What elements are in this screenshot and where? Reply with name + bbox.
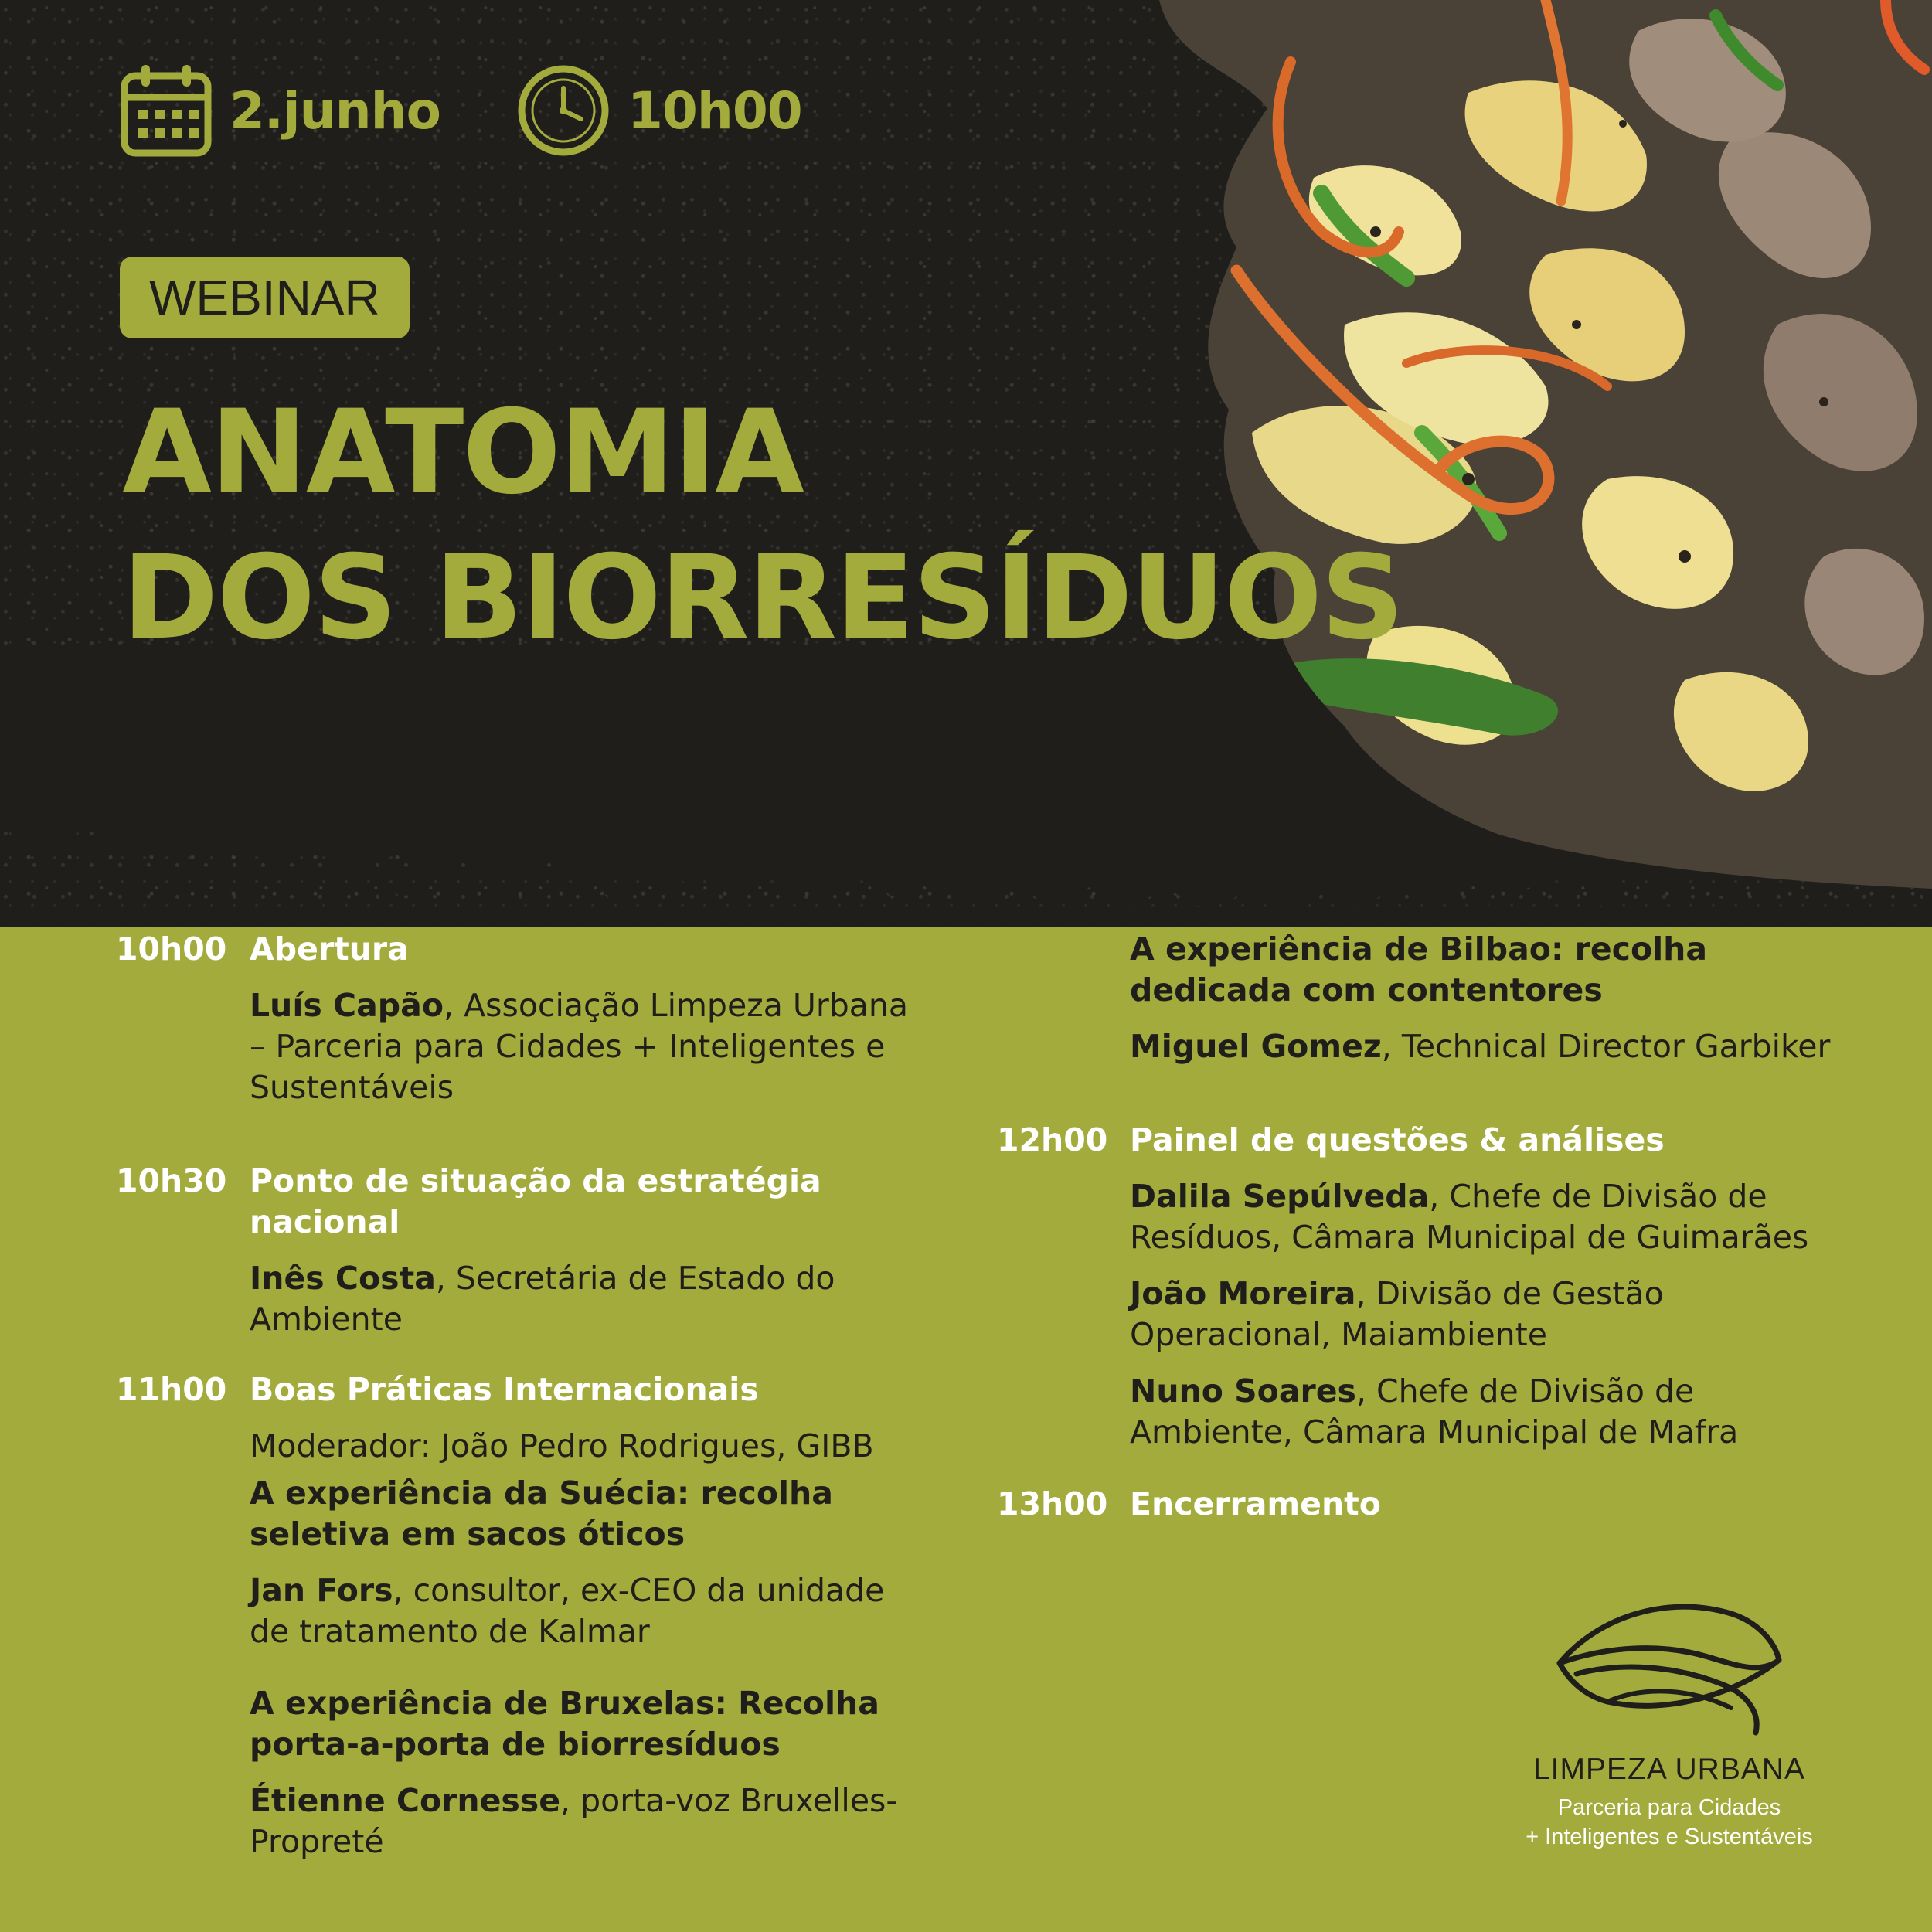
slot-time-empty — [997, 929, 1130, 1067]
speaker-name: Inês Costa — [250, 1260, 436, 1297]
speaker — [1130, 1274, 1832, 1355]
speaker-name: João Moreira — [1130, 1275, 1356, 1312]
speaker-role: , Divisão de Gestão Operacional, Maiambiente — [1130, 1275, 1664, 1353]
speaker-name: Miguel Gomez — [1130, 1028, 1382, 1065]
event-date — [120, 63, 440, 158]
speaker — [250, 985, 920, 1108]
speaker-name: Luís Capão — [250, 987, 444, 1024]
speaker-role: , Technical Director Garbiker — [1381, 1028, 1831, 1065]
program-slot — [997, 1120, 1832, 1453]
logo-tagline — [1507, 1793, 1832, 1852]
speaker-role: , porta-voz Bruxelles-Propreté — [250, 1782, 898, 1860]
speaker-name: Dalila Sepúlveda — [1130, 1178, 1430, 1215]
program-slot — [997, 1484, 1832, 1525]
speaker — [250, 1258, 920, 1340]
slot-body — [250, 929, 920, 1108]
slot-body — [1130, 1120, 1832, 1453]
logo-tagline-line-1: Parceria para Cidades — [1557, 1795, 1781, 1820]
title-line-2: DOS BIORRESÍDUOS — [122, 531, 1403, 665]
page-title — [122, 380, 1403, 671]
slot-time: 12h00 — [997, 1121, 1108, 1158]
calendar-icon — [120, 63, 213, 158]
webinar-badge: WEBINAR — [120, 257, 410, 338]
program-slot — [116, 1161, 920, 1340]
event-time — [516, 63, 802, 158]
slot-heading: Abertura — [250, 930, 409, 968]
slot-time: 13h00 — [997, 1485, 1108, 1522]
event-date-text: 2.junho — [230, 80, 440, 141]
limpeza-urbana-logo — [1507, 1600, 1832, 1852]
program-slot — [116, 929, 920, 1108]
slot-heading: Ponto de situação da estratégia nacional — [250, 1162, 821, 1240]
speaker — [250, 1781, 920, 1862]
speaker-role: , Chefe de Divisão de Resíduos, Câmara Municipal de Guimarães — [1130, 1178, 1809, 1256]
speaker-name: Nuno Soares — [1130, 1372, 1356, 1410]
slot-heading: Boas Práticas Internacionais — [250, 1371, 759, 1408]
logo-name: LIMPEZA URBANA — [1532, 1753, 1806, 1786]
clock-icon — [516, 63, 611, 158]
slot-body — [1130, 1484, 1832, 1525]
moderator: Moderador: João Pedro Rodrigues, GIBB — [250, 1427, 874, 1464]
talk-title: A experiência de Bruxelas: Recolha porta-a-porta de biorresíduos — [250, 1685, 879, 1763]
program-right-column — [997, 929, 1832, 1525]
logo-tagline-line-2: + Inteligentes e Sustentáveis — [1526, 1825, 1813, 1849]
leaf-logo-icon — [1553, 1600, 1785, 1739]
slot-time: 10h30 — [116, 1162, 227, 1199]
speaker — [250, 1570, 920, 1652]
speaker — [1130, 1026, 1832, 1067]
program-slot — [116, 1369, 920, 1862]
slot-body — [1130, 929, 1832, 1067]
talk-title: A experiência da Suécia: recolha seletiva em sacos óticos — [250, 1475, 833, 1553]
program-slot-continued — [997, 929, 1832, 1067]
slot-time: 10h00 — [116, 930, 227, 968]
speaker-role: , Chefe de Divisão de Ambiente, Câmara Municipal de Mafra — [1130, 1372, 1739, 1451]
talk-title: A experiência de Bilbao: recolha dedicada com contentores — [1130, 930, 1708, 1009]
speaker — [1130, 1371, 1832, 1453]
slot-body — [250, 1161, 920, 1340]
slot-time: 11h00 — [116, 1371, 227, 1408]
speaker-role: , Secretária de Estado do Ambiente — [250, 1260, 835, 1338]
event-time-text: 10h00 — [628, 80, 802, 141]
speaker-name: Étienne Cornesse — [250, 1782, 561, 1819]
slot-heading: Encerramento — [1130, 1485, 1381, 1522]
title-line-1: ANATOMIA — [122, 386, 804, 520]
slot-body — [250, 1369, 920, 1862]
slot-heading: Painel de questões & análises — [1130, 1121, 1665, 1158]
speaker — [1130, 1176, 1832, 1258]
speaker-name: Jan Fors — [250, 1572, 393, 1609]
speaker-role: , Associação Limpeza Urbana – Parceria para Cidades + Inteligentes e Sustentáveis — [250, 987, 908, 1106]
speaker-role: , consultor, ex-CEO da unidade de tratamento de Kalmar — [250, 1572, 885, 1650]
program-left-column — [116, 929, 920, 1862]
